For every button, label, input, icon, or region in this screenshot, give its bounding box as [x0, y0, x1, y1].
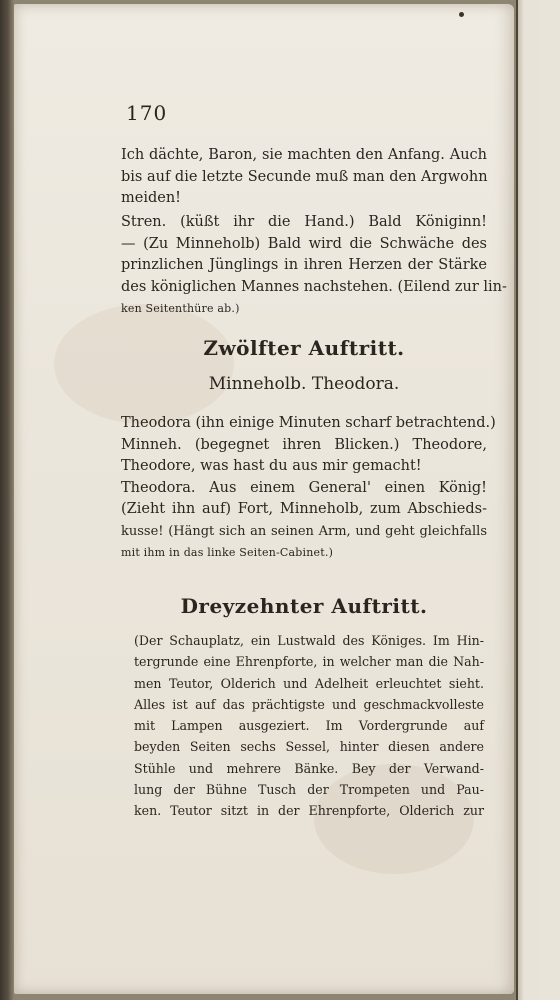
text-line: — (Zu Minneholb) Bald wird die Schwäche des	[121, 235, 487, 252]
text-line: beyden Seiten sechs Sessel, hinter diesen andere	[134, 739, 484, 755]
speech-block	[121, 145, 487, 210]
paper-stain	[54, 304, 234, 424]
text-line: mit Lampen ausgeziert. Im Vordergrunde auf	[134, 718, 484, 734]
text-line: ken Seitenthüre ab.)	[121, 302, 240, 315]
text-line: Theodora. Aus einem General' einen König!	[121, 479, 487, 496]
text-line: Alles ist auf das prächtigste und geschmackvolleste	[134, 696, 484, 712]
ink-spot	[459, 12, 464, 17]
text-line: men Teutor, Olderich und Adelheit erleuchtet sieht.	[134, 675, 484, 691]
scene-speakers: Minneholb. Theodora.	[208, 374, 400, 394]
text-line: bis auf die letzte Secunde muß man den Argwohn	[121, 168, 488, 185]
text-line: Minneh. (begegnet ihren Blicken.) Theodore,	[121, 436, 487, 453]
text-line: tergrunde eine Ehrenpforte, in welcher man die Nah-	[134, 654, 484, 670]
text-line: Theodore, was hast du aus mir gemacht!	[121, 458, 422, 474]
stren-block	[121, 212, 507, 320]
text-line: ken. Teutor sitzt in der Ehrenpforte, Olderich zur	[134, 803, 484, 819]
text-line: Stren. (küßt ihr die Hand.) Bald Königinn!	[121, 214, 487, 230]
text-line: kusse! (Hängt sich an seinen Arm, und geht gleichfalls	[121, 523, 487, 539]
text-line: meiden!	[121, 190, 181, 206]
text-line: prinzlichen Jünglings in ihren Herzen der Stärke	[121, 257, 487, 273]
page-number: 170	[126, 101, 168, 125]
adjacent-page-edge	[516, 0, 560, 1000]
text-line: lung der Bühne Tusch der Trompeten und Pau-	[134, 782, 484, 798]
text-line: Stühle und mehrere Bänke. Bey der Verwand-	[134, 760, 484, 776]
stage-direction-block	[134, 630, 484, 822]
scene-heading: Dreyzehnter Auftritt.	[180, 594, 428, 618]
dialogue-block	[121, 413, 496, 564]
text-line: (Der Schauplatz, ein Lustwald des Königes. Im Hin-	[134, 633, 484, 648]
text-line: Ich dächte, Baron, sie machten den Anfang. Auch	[121, 147, 487, 163]
text-line: mit ihm in das linke Seiten-Cabinet.)	[121, 546, 334, 559]
scene-heading: Zwölfter Auftritt.	[203, 336, 405, 360]
text-line: des königlichen Mannes nachstehen. (Eilend zur lin-	[121, 278, 507, 295]
text-line: Theodora (ihn einige Minuten scharf betrachtend.)	[121, 415, 496, 431]
text-line: (Zieht ihn auf) Fort, Minneholb, zum Abschieds-	[121, 501, 487, 517]
